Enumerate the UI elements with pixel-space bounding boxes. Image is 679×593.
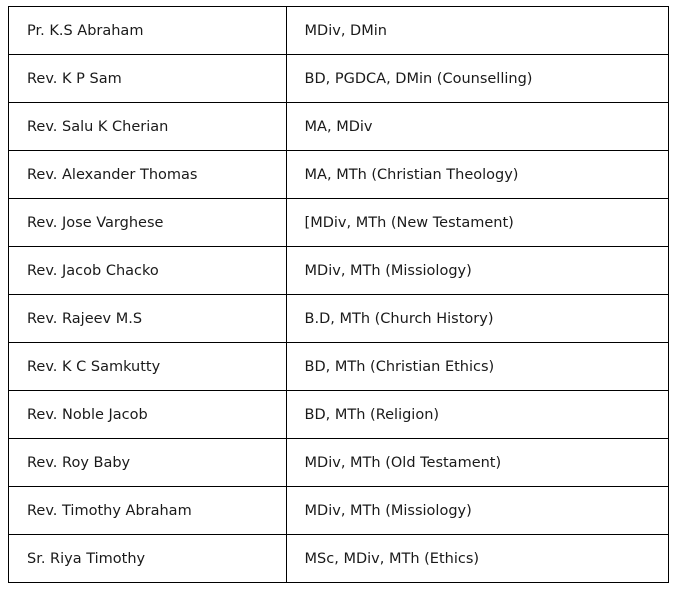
faculty-table [8, 6, 669, 583]
faculty-qualification: MDiv, DMin [286, 7, 668, 55]
faculty-name: Rev. K C Samkutty [9, 343, 287, 391]
table-row [9, 103, 669, 151]
faculty-qualification: MA, MTh (Christian Theology) [286, 151, 668, 199]
faculty-qualification: MDiv, MTh (Old Testament) [286, 439, 668, 487]
faculty-name: Sr. Riya Timothy [9, 535, 287, 583]
faculty-qualification: [MDiv, MTh (New Testament) [286, 199, 668, 247]
faculty-qualification: MDiv, MTh (Missiology) [286, 247, 668, 295]
table-row [9, 7, 669, 55]
table-row [9, 535, 669, 583]
faculty-qualification: B.D, MTh (Church History) [286, 295, 668, 343]
faculty-name: Rev. Rajeev M.S [9, 295, 287, 343]
table-row [9, 151, 669, 199]
faculty-name: Rev. Noble Jacob [9, 391, 287, 439]
faculty-qualification: MSc, MDiv, MTh (Ethics) [286, 535, 668, 583]
table-row [9, 247, 669, 295]
table-row [9, 487, 669, 535]
faculty-qualification: BD, MTh (Religion) [286, 391, 668, 439]
faculty-name: Rev. Salu K Cherian [9, 103, 287, 151]
table-row [9, 439, 669, 487]
faculty-qualification: MDiv, MTh (Missiology) [286, 487, 668, 535]
faculty-name: Rev. K P Sam [9, 55, 287, 103]
faculty-name: Rev. Roy Baby [9, 439, 287, 487]
faculty-name: Rev. Jose Varghese [9, 199, 287, 247]
table-row [9, 295, 669, 343]
table-row [9, 199, 669, 247]
faculty-name: Rev. Jacob Chacko [9, 247, 287, 295]
table-row [9, 391, 669, 439]
faculty-name: Rev. Alexander Thomas [9, 151, 287, 199]
faculty-qualification: BD, PGDCA, DMin (Counselling) [286, 55, 668, 103]
faculty-name: Pr. K.S Abraham [9, 7, 287, 55]
faculty-qualification: MA, MDiv [286, 103, 668, 151]
faculty-qualification: BD, MTh (Christian Ethics) [286, 343, 668, 391]
table-row [9, 343, 669, 391]
faculty-name: Rev. Timothy Abraham [9, 487, 287, 535]
table-row [9, 55, 669, 103]
